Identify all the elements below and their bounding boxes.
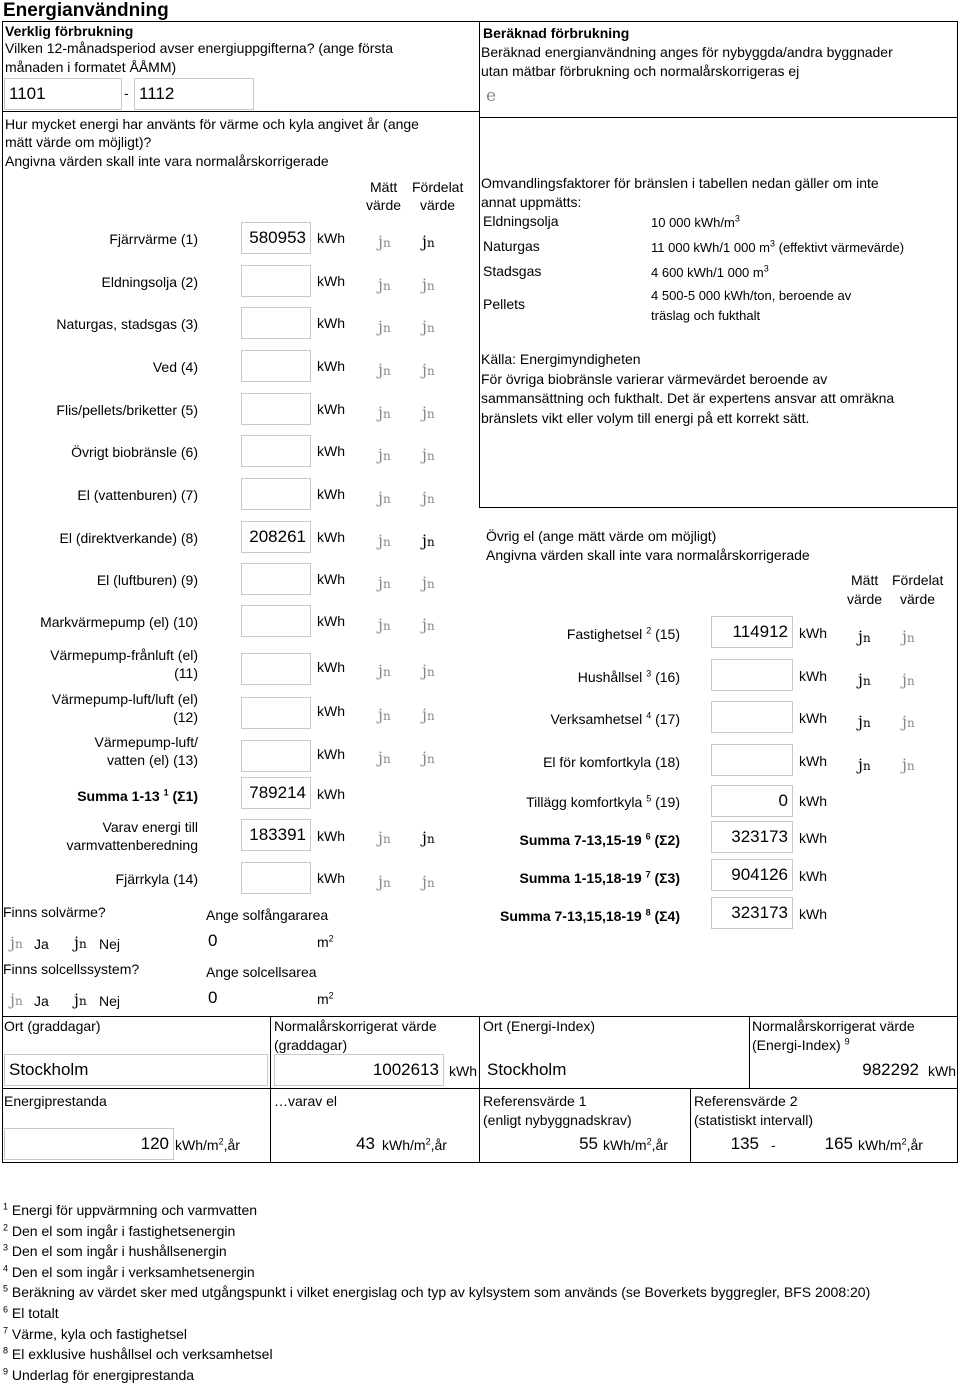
varav-value[interactable]: 183391 [241, 819, 311, 851]
summa-value[interactable]: 323173 [711, 897, 793, 929]
energiprestanda-label: Energiprestanda [4, 1093, 107, 1109]
unit: kWh [449, 1063, 477, 1079]
unit: kWh [317, 613, 345, 629]
ref2-dash: - [771, 1137, 776, 1153]
ovrig-el-label: Fastighetsel $^2$ (15) [566, 625, 680, 642]
ref2-label: Referensvärde 2 [694, 1093, 798, 1109]
ort-energiindex-value[interactable]: Stockholm [482, 1054, 746, 1086]
beraknad-text: Beräknad energianvändning anges för nybyggda/andra byggnader [481, 44, 893, 60]
page-title: Energianvändning [3, 0, 169, 21]
fordelat-radio[interactable] [422, 404, 438, 422]
row-value-input[interactable] [241, 435, 311, 467]
conversion-intro: annat uppmätts: [481, 194, 582, 210]
fuel-factor: 4 600 kWh/1 000 $m^3$ [651, 263, 769, 280]
matt-radio[interactable] [378, 616, 394, 634]
ort-graddagar-value[interactable]: Stockholm [4, 1054, 268, 1086]
divider [2, 111, 479, 112]
divider [690, 1088, 691, 1163]
solfangararea-label: Ange solfångararea [206, 907, 329, 923]
ja-label: Ja [34, 993, 49, 1009]
varav-el-value[interactable]: 43 [274, 1128, 380, 1160]
unit: kWh [317, 571, 345, 587]
fordelat-radio[interactable] [902, 713, 918, 731]
source-text: Källa: Energimyndigheten [481, 351, 641, 367]
col-header-matt: värde [366, 197, 402, 213]
fordelat-radio[interactable] [422, 446, 438, 464]
varav-el-label: …varav el [274, 1093, 338, 1109]
row-label: (11) [174, 665, 198, 681]
matt-radio[interactable] [378, 361, 394, 379]
col-header-matt: Mätt [370, 179, 398, 195]
unit: $m^2$ [317, 933, 334, 950]
fordelat-radio[interactable] [902, 628, 918, 646]
matt-radio[interactable] [378, 574, 394, 592]
summa-label: Summa 1-15,18-19 $^7$ (Σ3) [519, 869, 680, 886]
matt-radio[interactable] [858, 713, 874, 731]
fordelat-radio[interactable] [422, 361, 438, 379]
unit: kWh [317, 486, 345, 502]
fordelat-radio[interactable] [902, 671, 918, 689]
matt-radio[interactable] [378, 706, 394, 724]
row-label: Naturgas, stadsgas (3) [56, 316, 198, 332]
norm-graddagar-label: (graddagar) [274, 1037, 348, 1053]
unit: kWh [799, 906, 827, 922]
norm-graddagar-label: Normalårskorrigerat värde [274, 1018, 437, 1034]
unit: kWh [317, 315, 345, 331]
unit: kWh [317, 746, 345, 762]
row-value-input[interactable] [241, 697, 311, 729]
matt-radio[interactable] [378, 233, 394, 251]
footnote: $^3$ Den el som ingår i hushållsenergin [3, 1242, 227, 1260]
row-label: Värmepump-frånluft (el) [50, 647, 198, 663]
ja-label: Ja [34, 936, 49, 952]
unit: kWh/$m^2,år$ [175, 1136, 240, 1153]
unit: kWh [317, 703, 345, 719]
divider [2, 1088, 958, 1089]
unit: kWh [317, 786, 345, 802]
fordelat-radio[interactable] [422, 489, 438, 507]
norm-ei-label: Normalårskorrigerat värde [752, 1018, 915, 1034]
matt-radio[interactable] [378, 404, 394, 422]
row-value-input[interactable] [241, 563, 311, 595]
col-header-fordelat: Fördelat [412, 179, 464, 195]
ovrig-el-value-input[interactable]: 114912 [711, 616, 793, 648]
unit: kWh [317, 230, 345, 246]
norm-ei-label: (Energi-Index) $^9$ [752, 1036, 850, 1053]
period-dash: - [124, 85, 129, 101]
ort-energiindex-label: Ort (Energi-Index) [483, 1018, 596, 1034]
row-value-input[interactable]: 580953 [241, 222, 311, 254]
row-value-input[interactable]: 208261 [241, 521, 311, 553]
ovrig-el-label: El för komfortkyla (18) [543, 754, 680, 770]
ref1-value[interactable]: 55 [483, 1128, 603, 1160]
ref1-label: (enligt nybyggnadskrav) [483, 1112, 632, 1128]
row-value-input[interactable] [241, 605, 311, 637]
col-header-matt: Mätt [851, 572, 879, 588]
row-value-input[interactable] [241, 653, 311, 685]
divider [749, 1016, 750, 1088]
row-label: Värmepump-luft/luft (el) [51, 691, 198, 707]
fordelat-radio[interactable] [422, 532, 438, 550]
fuel-factor: 10 000 kWh/$m^3$ [651, 213, 740, 230]
matt-radio[interactable] [378, 489, 394, 507]
solfangararea-input[interactable]: 0 [203, 925, 309, 957]
norm-ei-value[interactable]: 982292 [752, 1054, 924, 1086]
ovrig-el-value-input[interactable] [711, 701, 793, 733]
fordelat-radio[interactable] [422, 616, 438, 634]
nej-radio[interactable] [74, 934, 90, 952]
col-header-matt: värde [847, 591, 883, 607]
footnote: $^1$ Energi för uppvärmning och varmvatten [3, 1201, 258, 1218]
divider [270, 1016, 271, 1088]
nej-label: Nej [99, 993, 121, 1009]
period-start-input[interactable]: 1101 [4, 78, 122, 110]
row-value-input[interactable] [241, 350, 311, 382]
nej-radio[interactable] [74, 991, 90, 1009]
solcellsarea-input[interactable]: 0 [203, 982, 309, 1014]
divider [479, 117, 958, 118]
fordelat-radio[interactable] [422, 873, 438, 891]
summa-label: Summa 7-13,15-19 $^6$ (Σ2) [519, 831, 680, 848]
divider [479, 507, 958, 508]
solvarme-question: Finns solvärme? [3, 904, 106, 920]
unit: kWh [317, 870, 345, 886]
summa-value[interactable]: 323173 [711, 821, 793, 853]
row-label: El (direktverkande) (8) [59, 530, 198, 546]
ja-radio[interactable] [10, 934, 26, 952]
row-value-input[interactable] [241, 393, 311, 425]
unit: kWh [799, 668, 827, 684]
beraknad-text: utan mätbar förbrukning och normalårskorrigeras ej [481, 63, 800, 79]
footnote: $^6$ El totalt [3, 1304, 59, 1321]
unit: kWh [799, 868, 827, 884]
row-value-input[interactable] [241, 478, 311, 510]
form-frame [2, 21, 958, 1163]
period-end-input[interactable]: 1112 [134, 78, 254, 110]
row-label: Övrigt biobränsle (6) [71, 444, 198, 460]
ref2-high-value[interactable]: 165 [786, 1128, 858, 1160]
energy-question: mätt värde om möjligt)? [5, 134, 152, 150]
row-label: Flis/pellets/briketter (5) [56, 402, 198, 418]
energy-question: Hur mycket energi har använts för värme och kyla angivet år (ange [5, 116, 419, 132]
ja-radio[interactable] [10, 991, 26, 1009]
ovrig-el-value-input[interactable] [711, 744, 793, 776]
row-label: El (luftburen) (9) [96, 572, 198, 588]
norm-graddagar-value[interactable]: 1002613 [274, 1054, 444, 1086]
source-text: bränslets vikt eller volym till energi på ett korrekt sätt. [481, 410, 810, 426]
matt-radio[interactable] [858, 628, 874, 646]
divider [479, 1016, 480, 1163]
row-value-input[interactable] [241, 740, 311, 772]
source-text: För övriga biobränsle varierar värmevärdet beroende av [481, 371, 828, 387]
matt-radio[interactable] [378, 276, 394, 294]
unit: kWh [317, 828, 345, 844]
row-value-input[interactable] [241, 265, 311, 297]
nej-label: Nej [99, 936, 121, 952]
matt-radio[interactable] [378, 532, 394, 550]
footnote: $^4$ Den el som ingår i verksamhetsenergin [3, 1263, 255, 1280]
footnote: $^5$ Beräkning av värdet sker med utgångspunkt i vilket energislag och typ av kylsystem som används (se Boverkets byggregler, BFS 2008:20) [3, 1283, 871, 1301]
section-heading: Verklig förbrukning [5, 23, 134, 39]
matt-radio[interactable] [378, 662, 394, 680]
fuel-name: Stadsgas [483, 263, 542, 279]
unit: kWh [317, 659, 345, 675]
fuel-factor: 11 000 kWh/1 000 $m^3$ (effektivt värmevärde) [651, 238, 905, 255]
not-normalized-note: Angivna värden skall inte vara normalårskorrigerade [486, 547, 810, 563]
fuel-name: Pellets [483, 296, 526, 312]
matt-radio[interactable] [378, 446, 394, 464]
matt-radio[interactable] [378, 873, 394, 891]
solcell-question: Finns solcellssystem? [3, 961, 140, 977]
ref1-label: Referensvärde 1 [483, 1093, 587, 1109]
ovrig-el-label: Verksamhetsel $^4$ (17) [550, 710, 680, 727]
col-header-fordelat: värde [900, 591, 936, 607]
ref2-label: (statistiskt intervall) [694, 1112, 814, 1128]
fjarrkyla-value[interactable] [241, 862, 311, 894]
unit: kWh [317, 358, 345, 374]
beraknad-checkbox[interactable]: e [486, 86, 497, 106]
unit: kWh [317, 529, 345, 545]
col-header-fordelat: värde [420, 197, 456, 213]
divider [479, 21, 480, 507]
unit: kWh [799, 793, 827, 809]
row-label: Markvärmepump (el) (10) [40, 614, 198, 630]
row-value-input[interactable] [241, 307, 311, 339]
matt-radio[interactable] [858, 756, 874, 774]
energiprestanda-value[interactable]: 120 [4, 1128, 174, 1160]
matt-radio[interactable] [858, 671, 874, 689]
ovrig-el-value-input[interactable] [711, 659, 793, 691]
summa-label: Summa 7-13,15,18-19 $^8$ (Σ4) [500, 907, 680, 924]
tillagg-label: Tillägg komfortkyla $^5$ (19) [526, 793, 680, 810]
fuel-name: Naturgas [483, 238, 540, 254]
fuel-factor: 4 500-5 000 kWh/ton, beroende av [651, 288, 852, 303]
row-label: vatten (el) (13) [106, 752, 198, 768]
ovrig-el-label: Hushållsel $^3$ (16) [577, 668, 680, 685]
row-label: Ved (4) [152, 359, 198, 375]
fordelat-radio[interactable] [422, 662, 438, 680]
period-question: månaden i formatet ÅÅMM) [5, 59, 177, 75]
row-label: El (vattenburen) (7) [77, 487, 198, 503]
summa-label: Summa 1-13 $^1$ (Σ1) [77, 787, 198, 804]
unit: kWh [799, 830, 827, 846]
divider [2, 1016, 958, 1017]
fjarrkyla-label: Fjärrkyla (14) [115, 871, 198, 887]
summa-value[interactable]: 904126 [711, 859, 793, 891]
matt-radio[interactable] [378, 749, 394, 767]
unit: kWh [799, 625, 827, 641]
section-heading: Beräknad förbrukning [483, 25, 630, 41]
fuel-factor: träslag och fukthalt [651, 308, 761, 323]
unit: kWh [799, 710, 827, 726]
row-label: Eldningsolja (2) [101, 274, 198, 290]
fordelat-radio[interactable] [422, 749, 438, 767]
footnote: $^9$ Underlag för energiprestanda [3, 1366, 195, 1383]
conversion-intro: Omvandlingsfaktorer för bränslen i tabellen nedan gäller om inte [481, 175, 879, 191]
fordelat-radio[interactable] [422, 829, 438, 847]
tillagg-value[interactable]: 0 [711, 785, 793, 817]
fordelat-radio[interactable] [422, 574, 438, 592]
unit: kWh [317, 273, 345, 289]
period-question: Vilken 12-månadsperiod avser energiuppgifterna? (ange första [5, 40, 394, 56]
summa-1-13-value[interactable]: 789214 [241, 777, 311, 809]
source-text: sammansättning och fukthalt. Det är expertens ansvar att omräkna [481, 390, 895, 406]
row-label: Värmepump-luft/ [94, 734, 198, 750]
not-normalized-note: Angivna värden skall inte vara normalårskorrigerade [5, 153, 329, 169]
varav-label: varmvattenberedning [66, 837, 198, 853]
ref2-low-value[interactable]: 135 [694, 1128, 764, 1160]
ort-graddagar-label: Ort (graddagar) [4, 1018, 101, 1034]
ovrig-el-heading: Övrig el (ange mätt värde om möjligt) [486, 528, 717, 544]
footnote: $^8$ El exklusive hushållsel och verksamhetsel [3, 1345, 273, 1363]
col-header-fordelat: Fördelat [892, 572, 944, 588]
unit: kWh/$m^2,år$ [858, 1136, 923, 1153]
unit: $m^2$ [317, 990, 334, 1007]
unit: kWh [799, 753, 827, 769]
unit: kWh [928, 1063, 956, 1079]
unit: kWh [317, 401, 345, 417]
fuel-name: Eldningsolja [483, 213, 559, 229]
matt-radio[interactable] [378, 318, 394, 336]
unit: kWh [317, 443, 345, 459]
footnote: $^2$ Den el som ingår i fastighetsenergin [3, 1221, 236, 1239]
row-label: (12) [173, 709, 198, 725]
fordelat-radio[interactable] [902, 756, 918, 774]
footnote: $^7$ Värme, kyla och fastighetsel [3, 1324, 187, 1342]
unit: kWh/$m^2,år$ [603, 1136, 668, 1153]
solcellsarea-label: Ange solcellsarea [206, 964, 317, 980]
fordelat-radio[interactable] [422, 706, 438, 724]
fordelat-radio[interactable] [422, 233, 438, 251]
varav-label: Varav energi till [102, 819, 198, 835]
unit: kWh/$m^2,år$ [382, 1136, 447, 1153]
row-label: Fjärrvärme (1) [109, 231, 198, 247]
divider [270, 1088, 271, 1163]
fordelat-radio[interactable] [422, 276, 438, 294]
fordelat-radio[interactable] [422, 318, 438, 336]
matt-radio[interactable] [378, 829, 394, 847]
